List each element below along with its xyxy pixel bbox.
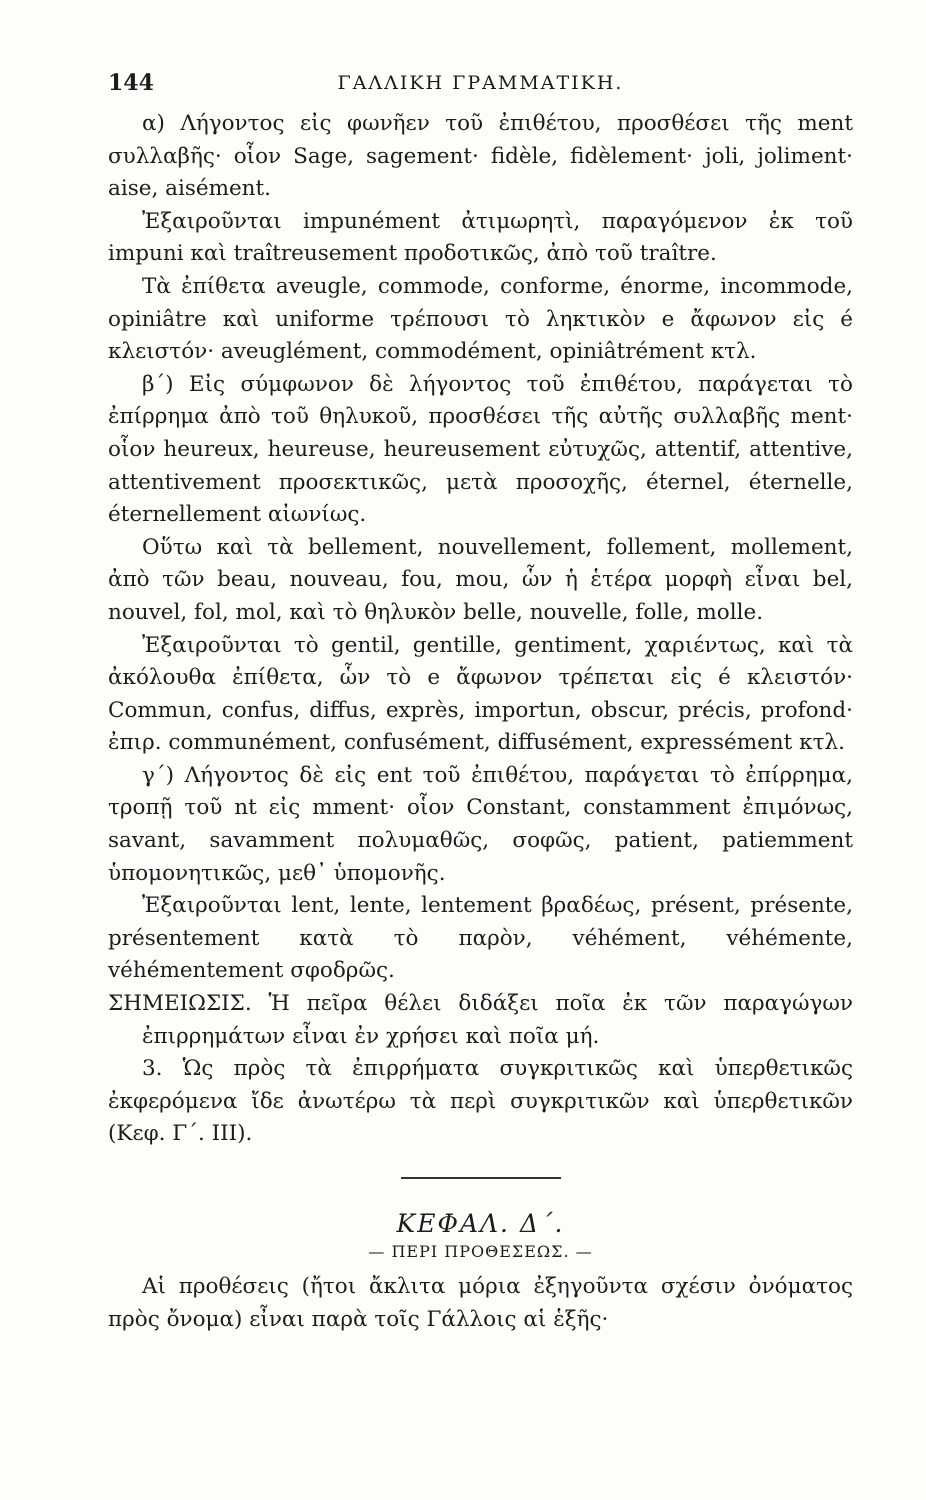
- body-text: [108, 108, 853, 1151]
- paragraph-b: β΄) Εἰς σύμφωνον δὲ λήγοντος τοῦ ἐπιθέτου, παράγεται τὸ ἐπίρρημα ἀπὸ τοῦ θηλυκοῦ, προσθέσει τῆς αὐτῆς συλλαβῆς ment· οἷον heureux, heureuse, heureusement εὐτυχῶς, attentif, attentive, attentivement προσεκτικῶς, μετὰ προσοχῆς, éternel, éternelle, éternellement αἰωνίως.: [108, 371, 853, 528]
- paragraph-adjectives-e-accent: Τὰ ἐπίθετα aveugle, commode, conforme, énorme, incommode, opiniâtre καὶ uniforme τρέπουσι τὸ ληκτικὸν e ἄφωνον εἰς é κλειστόν· aveuglément, commodément, opiniâtrément κτλ.: [108, 273, 853, 365]
- chapter-title: ΚΕΦΑΛ. Δ΄.: [396, 1209, 565, 1238]
- running-header: [108, 64, 853, 108]
- note-paragraph: ΣΗΜΕΙΩΣΙΣ. Ἡ πεῖρα θέλει διδάξει ποῖα ἐκ τῶν παραγώγων ἐπιρρημάτων εἶναι ἐν χρήσει καὶ ποῖα μή.: [108, 991, 853, 1049]
- chapter-intro-paragraph: Αἱ προθέσεις (ἤτοι ἄκλιτα μόρια ἐξηγοῦντα σχέσιν ὀνόματος πρὸς ὄνομα) εἶναι παρὰ τοῖς Γάλλοις αἱ ἑξῆς·: [108, 1274, 853, 1332]
- page-number: 144: [108, 70, 154, 96]
- paragraph-c: γ΄) Λήγοντος δὲ εἰς ent τοῦ ἐπιθέτου, παράγεται τὸ ἐπίρρημα, τροπῇ τοῦ nt εἰς mment· οἷον Constant, constamment ἐπιμόνως, savant, savamment πολυμαθῶς, σοφῶς, patient, patiemment ὑπομονητικῶς, μεθ᾽ ὑπομονῆς.: [108, 762, 853, 886]
- chapter-body: [108, 1271, 853, 1336]
- paragraph-exceptions-impunement: Ἐξαιροῦνται impunément ἀτιμωρητὶ, παραγόμενον ἐκ τοῦ impuni καὶ traîtreusement προδοτικῶς, ἀπὸ τοῦ traître.: [108, 208, 853, 267]
- paragraph-exceptions-gentil: Ἐξαιροῦνται τὸ gentil, gentille, gentiment, χαριέντως, καὶ τὰ ἀκόλουθα ἐπίθετα, ὧν τὸ e ἄφωνον τρέπεται εἰς é κλειστόν· Commun, confus, diffus, exprès, importun, obscur, précis, profond· ἐπιρ. communément, confusément, diffusément, expressément κτλ.: [108, 632, 853, 756]
- paragraph-exceptions-lent: Ἐξαιροῦνται lent, lente, lentement βραδέως, présent, présente, présentement κατὰ τὸ παρὸν, véhément, véhémente, véhémentement σφοδρῶς.: [108, 893, 853, 984]
- paragraph-bellement: Οὕτω καὶ τὰ bellement, nouvellement, follement, mollement, ἀπὸ τῶν beau, nouveau, fou, mou, ὧν ἡ ἑτέρα μορφὴ εἶναι bel, nouvel, fol, mol, καὶ τὸ θηλυκὸν belle, nouvelle, folle, molle.: [108, 534, 853, 625]
- chapter-subtitle: — ΠΕΡΙ ΠΡΟΘΕΣΕΩΣ. —: [368, 1242, 593, 1261]
- section-divider: [401, 1177, 561, 1179]
- section-3-paragraph: 3. Ὡς πρὸς τὰ ἐπιρρήματα συγκριτικῶς καὶ ὑπερθετικῶς ἐκφερόμενα ἴδε ἀνωτέρω τὰ περὶ συγκριτικῶν καὶ ὑπερθετικῶν (Κεφ. Γ΄. ΙΙΙ).: [108, 1056, 853, 1147]
- paragraph-a: α) Λήγοντος εἰς φωνῆεν τοῦ ἐπιθέτου, προσθέσει τῆς ment συλλαβῆς· οἷον Sage, sagement· fidèle, fidèlement· joli, joliment· aise, aisément.: [108, 111, 853, 202]
- book-page: [108, 64, 853, 1336]
- running-title: ΓΑΛΛΙΚΗ ΓΡΑΜΜΑΤΙΚΗ.: [337, 72, 624, 94]
